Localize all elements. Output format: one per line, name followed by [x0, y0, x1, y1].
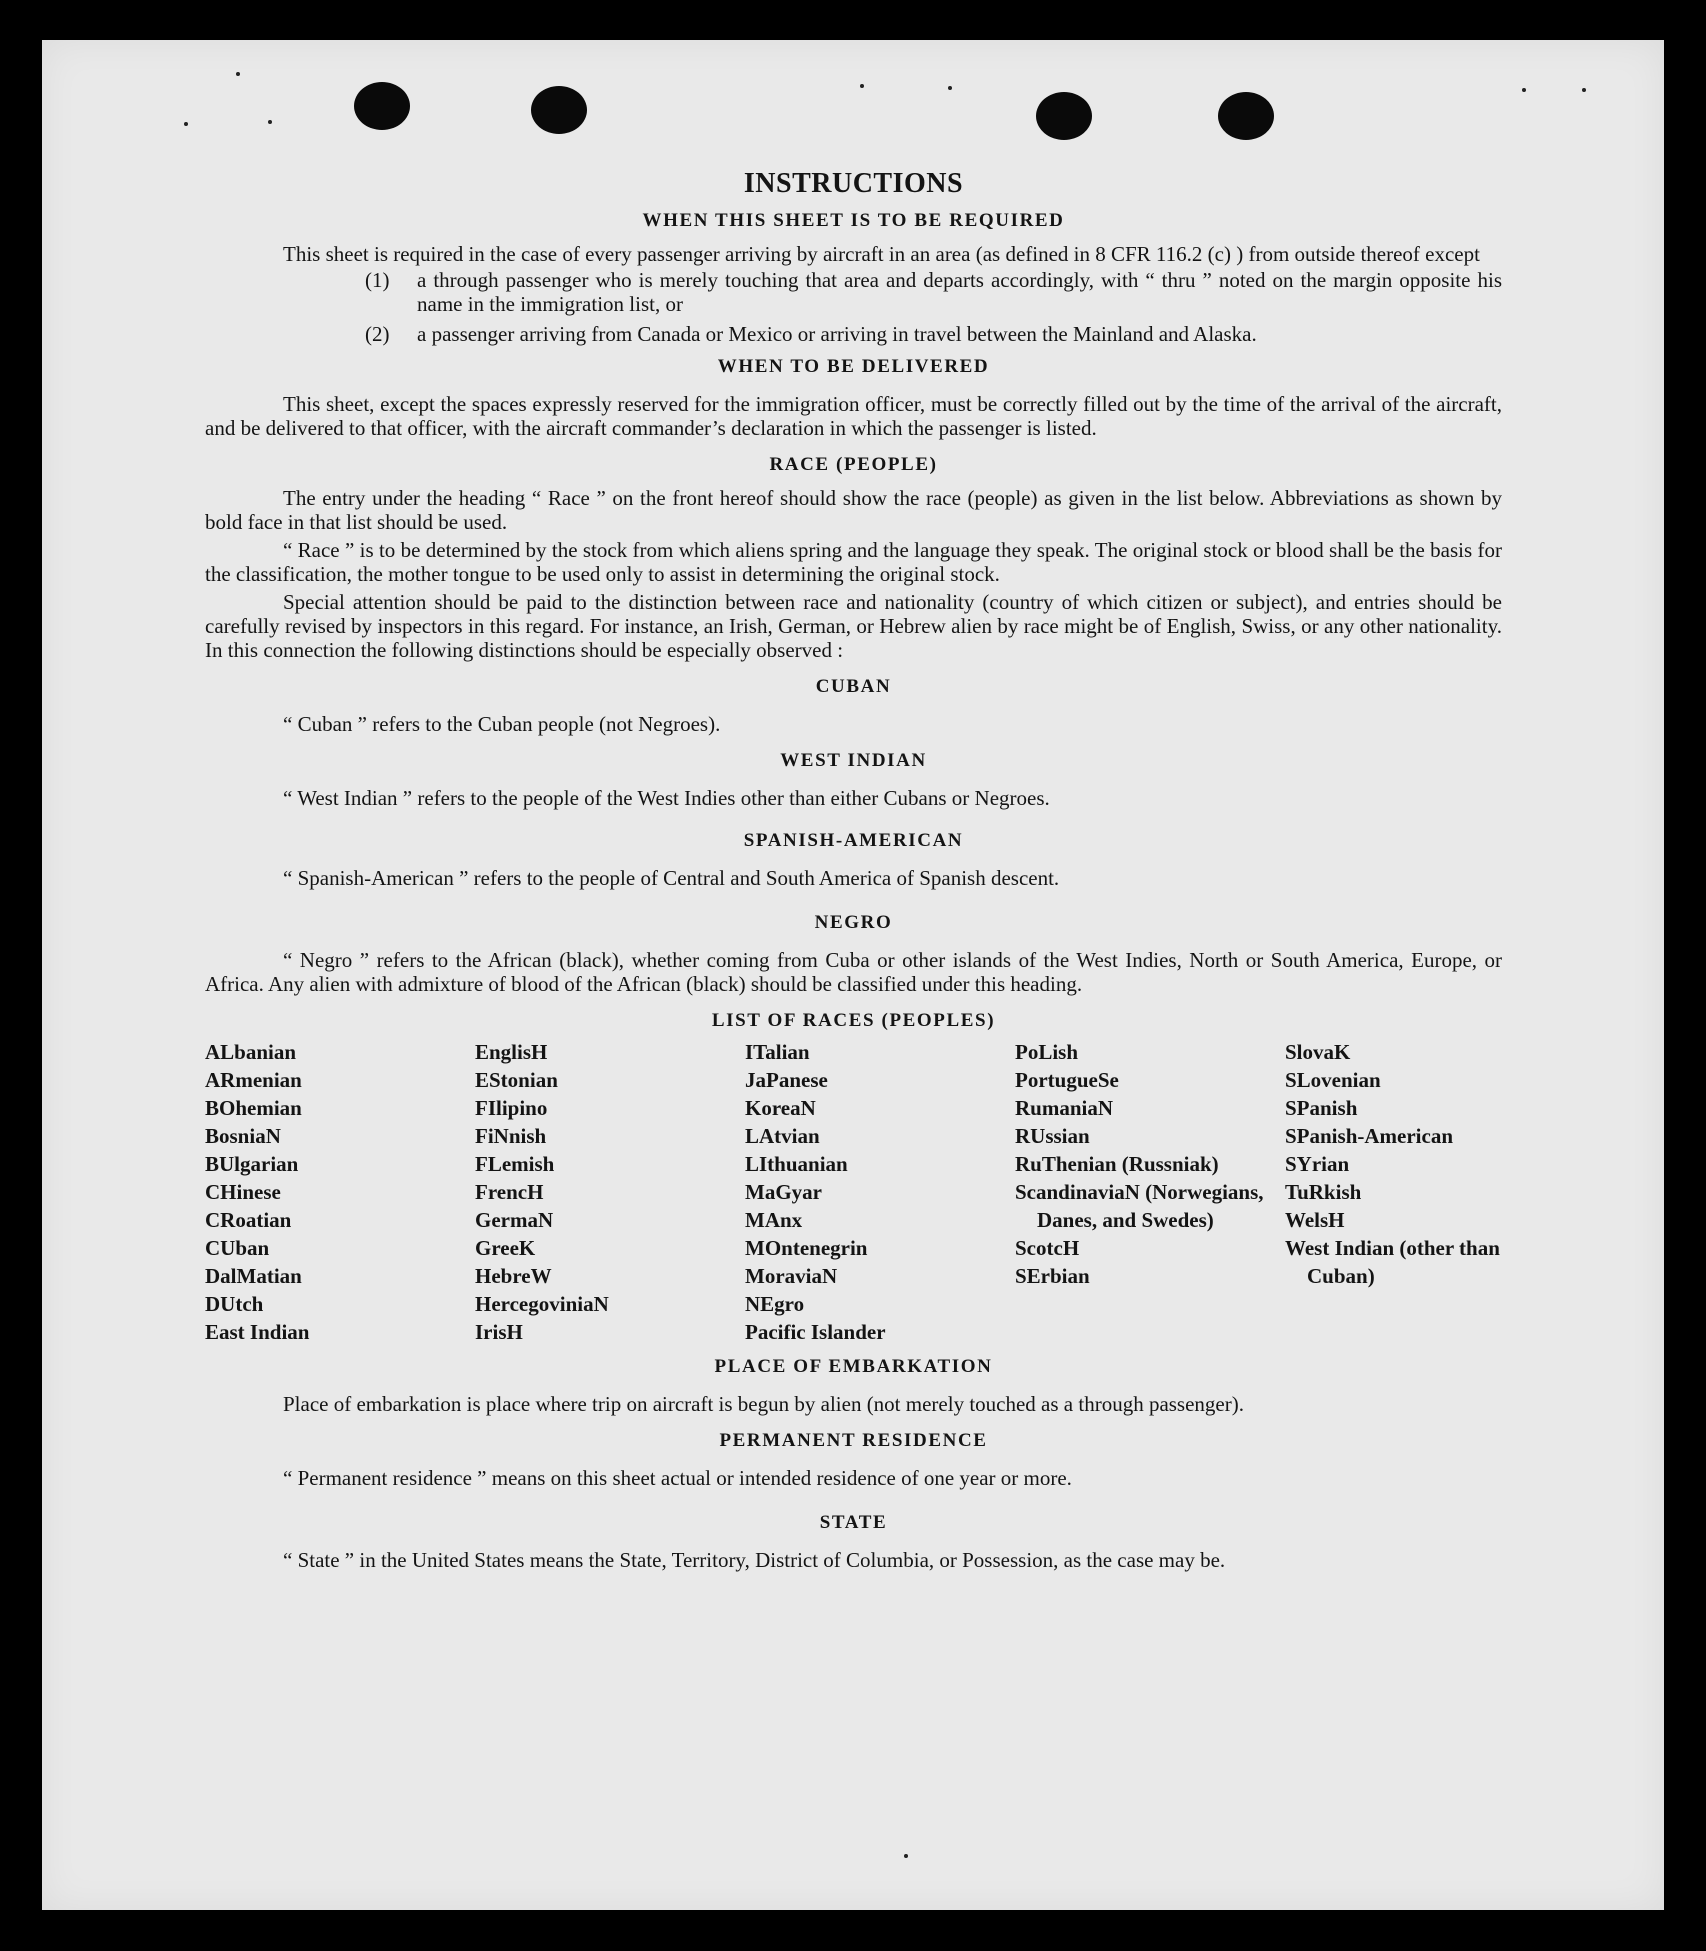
race-list-item: ITalian	[745, 1040, 810, 1064]
race-list-item: ScotcH	[1015, 1236, 1080, 1260]
race-list-item: SPanish	[1285, 1096, 1358, 1120]
race-list-item: HebreW	[475, 1264, 552, 1288]
race-list-item: East Indian	[205, 1320, 310, 1344]
race-list-item: MAnx	[745, 1208, 803, 1232]
race-list-item: PoLish	[1015, 1040, 1079, 1064]
spanish-american-text: “ Spanish-American ” refers to the people of Central and South America of Spanish descent.	[283, 866, 1060, 890]
instructions-content	[205, 168, 1502, 1572]
race-list-item: SLovenian	[1285, 1068, 1381, 1092]
race-list-item: ALbanian	[205, 1040, 297, 1064]
race-list-item: TuRkish	[1285, 1180, 1362, 1204]
race-list-item: GermaN	[475, 1208, 554, 1232]
race-list-item: SYrian	[1285, 1152, 1350, 1176]
state-text: “ State ” in the United States means the State, Territory, District of Columbia, or Possession, as the case may be.	[283, 1548, 1226, 1572]
speck	[1522, 88, 1526, 92]
section-heading-cuban: CUBAN	[815, 676, 892, 697]
punch-hole	[354, 82, 410, 130]
race-list-item: Pacific Islander	[745, 1320, 886, 1344]
race-paragraph-2: “ Race ” is to be determined by the stock from which aliens spring and the language they speak. The original stock or blood shall be the basis for the classification, the mother tongue to be used only to assist in determining the original stock.	[205, 538, 1502, 586]
speck	[184, 122, 188, 126]
race-list-item: KoreaN	[745, 1096, 816, 1120]
race-list-item: MaGyar	[745, 1180, 822, 1204]
speck	[904, 1854, 908, 1858]
section-heading-state: STATE	[819, 1512, 888, 1533]
race-list-item: CUban	[205, 1236, 270, 1260]
race-list-item: RumaniaN	[1015, 1096, 1114, 1120]
punch-hole	[1218, 92, 1274, 140]
negro-text: “ Negro ” refers to the African (black), whether coming from Cuba or other islands of the West Indies, North or South America, Europe, or Africa. Any alien with admixture of blood of the African (black) should be classified under this heading.	[205, 948, 1502, 996]
race-list-item: SPanish-American	[1285, 1124, 1453, 1148]
race-list-item: FLemish	[475, 1152, 555, 1176]
race-list-item: EnglisH	[475, 1040, 548, 1064]
race-list-item: DUtch	[205, 1292, 264, 1316]
cuban-text: “ Cuban ” refers to the Cuban people (not Negroes).	[283, 712, 721, 736]
race-list-item: FiNnish	[475, 1124, 547, 1148]
section-heading-negro: NEGRO	[814, 912, 893, 933]
race-paragraph-1: The entry under the heading “ Race ” on the front hereof should show the race (people) as given in the list below. Abbreviations as shown by bold face in that list should be used.	[205, 486, 1502, 534]
race-paragraph-3: Special attention should be paid to the distinction between race and nationality (country of which citizen or subject), and entries should be carefully revised by inspectors in this regard. For instance, an Irish, German, or Hebrew alien by race might be of English, Swiss, or any other nationality. In this connection the following distinctions should be especially observed :	[205, 590, 1502, 662]
race-list-item: LIthuanian	[745, 1152, 848, 1176]
race-list-item: IrisH	[475, 1320, 523, 1344]
race-list-item: PortugueSe	[1015, 1068, 1119, 1092]
exception-number: (2)	[365, 322, 390, 346]
race-list-item: RUssian	[1015, 1124, 1090, 1148]
speck	[1582, 88, 1586, 92]
race-column	[1015, 1038, 1285, 1346]
punch-hole	[531, 86, 587, 134]
race-list-item: MOntenegrin	[745, 1236, 868, 1260]
section-heading-embarkation: PLACE OF EMBARKATION	[714, 1356, 993, 1377]
exception-item	[365, 268, 1502, 316]
permanent-residence-text: “ Permanent residence ” means on this sheet actual or intended residence of one year or more.	[283, 1466, 1072, 1490]
race-list-item: BosniaN	[205, 1124, 281, 1148]
speck	[860, 84, 864, 88]
section-heading-race: RACE (PEOPLE)	[769, 454, 938, 475]
speck	[236, 72, 240, 76]
speck	[268, 120, 272, 124]
section-heading-permanent-residence: PERMANENT RESIDENCE	[719, 1430, 988, 1451]
section-heading-when-delivered: WHEN TO BE DELIVERED	[717, 356, 990, 377]
race-list-item: CRoatian	[205, 1208, 292, 1232]
race-list-item: EStonian	[475, 1068, 558, 1092]
embarkation-text: Place of embarkation is place where trip on aircraft is begun by alien (not merely touched as a through passenger).	[283, 1392, 1244, 1416]
race-list-item: ARmenian	[205, 1068, 302, 1092]
exception-item	[365, 322, 1502, 346]
race-column	[745, 1038, 1015, 1346]
race-list-item: SErbian	[1015, 1264, 1090, 1288]
speck	[948, 86, 952, 90]
section-heading-when-required: WHEN THIS SHEET IS TO BE REQUIRED	[642, 210, 1065, 231]
exception-number: (1)	[365, 268, 390, 292]
race-list-item: HercegoviniaN	[475, 1292, 609, 1316]
race-list-item: CHinese	[205, 1180, 281, 1204]
race-list-item: BOhemian	[205, 1096, 302, 1120]
race-column	[475, 1038, 745, 1346]
race-column	[205, 1038, 475, 1346]
exception-list	[205, 268, 1502, 346]
race-list-item: FIlipino	[475, 1096, 548, 1120]
exception-text: a through passenger who is merely touching that area and departs accordingly, with “ thru ” noted on the margin opposite his name in the immigration list, or	[417, 268, 1502, 316]
race-list-item: FrencH	[475, 1180, 544, 1204]
race-list	[205, 1038, 1502, 1346]
west-indian-text: “ West Indian ” refers to the people of the West Indies other than either Cubans or Negroes.	[283, 786, 1050, 810]
race-list-item: JaPanese	[745, 1068, 828, 1092]
when-delivered-text: This sheet, except the spaces expressly reserved for the immigration officer, must be correctly filled out by the time of the arrival of the aircraft, and be delivered to that officer, with the aircraft commander’s declaration in which the passenger is listed.	[205, 392, 1502, 440]
race-list-item: GreeK	[475, 1236, 536, 1260]
race-list-item: LAtvian	[745, 1124, 820, 1148]
race-list-item: WelsH	[1285, 1208, 1345, 1232]
race-list-item: West Indian (other than Cuban)	[1285, 1236, 1500, 1288]
race-column	[1285, 1038, 1502, 1346]
race-list-item: MoraviaN	[745, 1264, 838, 1288]
race-list-item: BUlgarian	[205, 1152, 299, 1176]
race-list-item: RuThenian (Russniak)	[1015, 1152, 1219, 1176]
section-heading-west-indian: WEST INDIAN	[780, 750, 927, 771]
page-title: INSTRUCTIONS	[743, 168, 964, 199]
race-list-item: SlovaK	[1285, 1040, 1351, 1064]
race-list-item: ScandinaviaN (Norwegians, Danes, and Swedes)	[1015, 1180, 1264, 1232]
race-list-item: DalMatian	[205, 1264, 302, 1288]
punch-hole	[1036, 92, 1092, 140]
section-heading-spanish-american: SPANISH-AMERICAN	[743, 830, 964, 851]
race-list-item: NEgro	[745, 1292, 805, 1316]
when-required-intro: This sheet is required in the case of every passenger arriving by aircraft in an area (as defined in 8 CFR 116.2 (c) ) from outside thereof except	[283, 242, 1480, 266]
section-heading-list-of-races: LIST OF RACES (PEOPLES)	[711, 1010, 996, 1031]
exception-text: a passenger arriving from Canada or Mexico or arriving in travel between the Mainland and Alaska.	[417, 322, 1257, 346]
